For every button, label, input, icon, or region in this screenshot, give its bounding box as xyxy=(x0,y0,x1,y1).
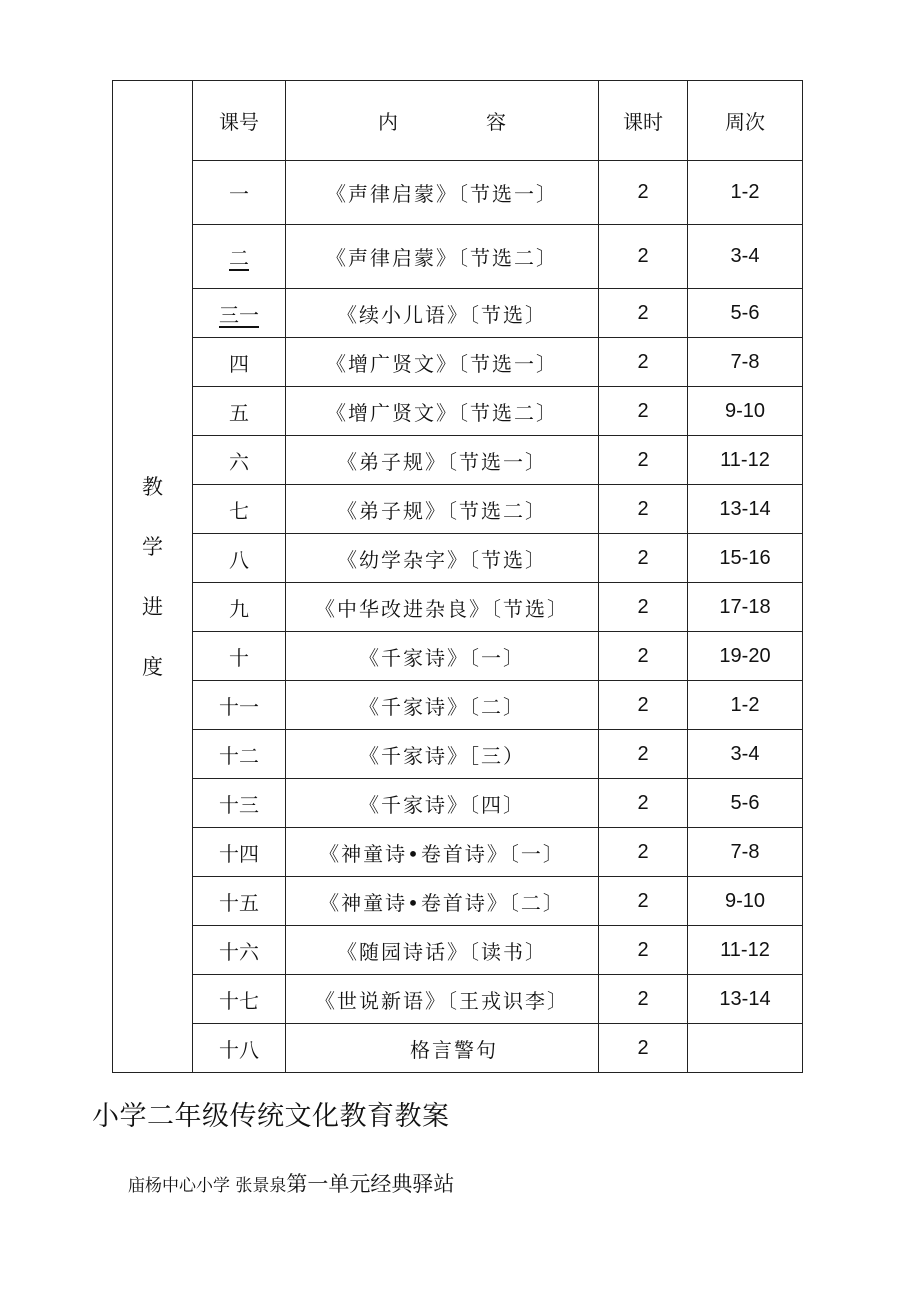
week-cell xyxy=(688,1024,803,1073)
hours-cell: 2 xyxy=(599,1024,688,1073)
week-cell: 11-12 xyxy=(688,436,803,485)
school-author: 庙杨中心小学 张景泉 xyxy=(128,1176,287,1196)
content-cell: 《千家诗》〔一〕 xyxy=(286,632,599,681)
header-week: 周次 xyxy=(688,81,803,161)
side-label-char: 进 xyxy=(142,594,163,619)
teaching-schedule-table xyxy=(112,80,803,1073)
hours-cell: 2 xyxy=(599,730,688,779)
content-cell: 《弟子规》〔节选一〕 xyxy=(286,436,599,485)
hours-cell: 2 xyxy=(599,583,688,632)
content-cell: 《随园诗话》〔读书〕 xyxy=(286,926,599,975)
side-label-char: 度 xyxy=(142,654,163,679)
table-row xyxy=(113,583,803,632)
week-cell: 11-12 xyxy=(688,926,803,975)
lesson-cell: 十七 xyxy=(193,975,286,1024)
week-cell: 9-10 xyxy=(688,387,803,436)
side-label-char: 学 xyxy=(142,534,163,559)
content-cell: 《中华改进杂良》〔节选〕 xyxy=(286,583,599,632)
lesson-cell: 七 xyxy=(193,485,286,534)
lesson-cell: 十三 xyxy=(193,779,286,828)
hours-cell: 2 xyxy=(599,926,688,975)
lesson-number: 三一 xyxy=(219,302,259,327)
week-cell: 17-18 xyxy=(688,583,803,632)
content-cell: 《弟子规》〔节选二〕 xyxy=(286,485,599,534)
lesson-cell xyxy=(193,289,286,338)
hours-cell: 2 xyxy=(599,975,688,1024)
table-row xyxy=(113,877,803,926)
hours-cell: 2 xyxy=(599,779,688,828)
hours-cell: 2 xyxy=(599,534,688,583)
hours-cell: 2 xyxy=(599,436,688,485)
lesson-cell: 六 xyxy=(193,436,286,485)
table-row xyxy=(113,926,803,975)
week-cell: 3-4 xyxy=(688,225,803,289)
week-cell: 5-6 xyxy=(688,779,803,828)
table-row xyxy=(113,828,803,877)
hours-cell: 2 xyxy=(599,225,688,289)
content-cell: 格言警句 xyxy=(286,1024,599,1073)
content-cell: 《千家诗》〔二〕 xyxy=(286,681,599,730)
table-row xyxy=(113,436,803,485)
hours-cell: 2 xyxy=(599,485,688,534)
lesson-number: 二 xyxy=(229,246,249,270)
lesson-cell: 一 xyxy=(193,161,286,225)
week-cell: 7-8 xyxy=(688,828,803,877)
content-cell: 《增广贤文》〔节选一〕 xyxy=(286,338,599,387)
table-row xyxy=(113,534,803,583)
table-row xyxy=(113,779,803,828)
table-row xyxy=(113,225,803,289)
document-title: 小学二年级传统文化教育教案 xyxy=(92,1101,450,1132)
content-cell: 《神童诗•卷首诗》〔一〕 xyxy=(286,828,599,877)
hours-cell: 2 xyxy=(599,289,688,338)
week-cell: 1-2 xyxy=(688,161,803,225)
lesson-cell: 五 xyxy=(193,387,286,436)
content-cell: 《声律启蒙》〔节选二〕 xyxy=(286,225,599,289)
week-cell: 13-14 xyxy=(688,975,803,1024)
table-header-row xyxy=(113,81,803,161)
content-cell: 《世说新语》〔王戎识李〕 xyxy=(286,975,599,1024)
content-cell: 《千家诗》［三） xyxy=(286,730,599,779)
week-cell: 5-6 xyxy=(688,289,803,338)
unit-title: 第一单元经典驿站 xyxy=(286,1172,455,1196)
lesson-cell: 九 xyxy=(193,583,286,632)
week-cell: 1-2 xyxy=(688,681,803,730)
content-cell: 《神童诗•卷首诗》〔二〕 xyxy=(286,877,599,926)
content-cell: 《千家诗》〔四〕 xyxy=(286,779,599,828)
hours-cell: 2 xyxy=(599,161,688,225)
header-content-b: 容 xyxy=(486,110,506,134)
lesson-cell: 十四 xyxy=(193,828,286,877)
content-cell: 《幼学杂字》〔节选〕 xyxy=(286,534,599,583)
week-cell: 7-8 xyxy=(688,338,803,387)
side-label-cell xyxy=(113,81,193,1073)
hours-cell: 2 xyxy=(599,338,688,387)
lesson-cell: 十二 xyxy=(193,730,286,779)
lesson-cell: 十六 xyxy=(193,926,286,975)
table-row xyxy=(113,161,803,225)
hours-cell: 2 xyxy=(599,828,688,877)
header-content-a: 内 xyxy=(378,110,398,134)
lesson-cell: 四 xyxy=(193,338,286,387)
content-cell: 《续小儿语》〔节选〕 xyxy=(286,289,599,338)
week-cell: 15-16 xyxy=(688,534,803,583)
lesson-cell: 十八 xyxy=(193,1024,286,1073)
hours-cell: 2 xyxy=(599,681,688,730)
content-cell: 《声律启蒙》〔节选一〕 xyxy=(286,161,599,225)
table-row xyxy=(113,975,803,1024)
lesson-cell xyxy=(193,225,286,289)
table-row xyxy=(113,338,803,387)
hours-cell: 2 xyxy=(599,387,688,436)
table-row xyxy=(113,485,803,534)
week-cell: 3-4 xyxy=(688,730,803,779)
table-row xyxy=(113,632,803,681)
header-hours: 课时 xyxy=(599,81,688,161)
school-unit-line xyxy=(128,1168,454,1198)
hours-cell: 2 xyxy=(599,632,688,681)
table-row xyxy=(113,730,803,779)
table-row xyxy=(113,289,803,338)
table-row xyxy=(113,1024,803,1073)
content-cell: 《增广贤文》〔节选二〕 xyxy=(286,387,599,436)
lesson-cell: 十五 xyxy=(193,877,286,926)
side-label-char: 教 xyxy=(142,474,163,499)
header-lesson: 课号 xyxy=(193,81,286,161)
week-cell: 9-10 xyxy=(688,877,803,926)
week-cell: 19-20 xyxy=(688,632,803,681)
lesson-cell: 八 xyxy=(193,534,286,583)
table-row xyxy=(113,387,803,436)
header-content xyxy=(286,81,599,161)
hours-cell: 2 xyxy=(599,877,688,926)
week-cell: 13-14 xyxy=(688,485,803,534)
table-row xyxy=(113,681,803,730)
lesson-cell: 十 xyxy=(193,632,286,681)
lesson-cell: 十一 xyxy=(193,681,286,730)
